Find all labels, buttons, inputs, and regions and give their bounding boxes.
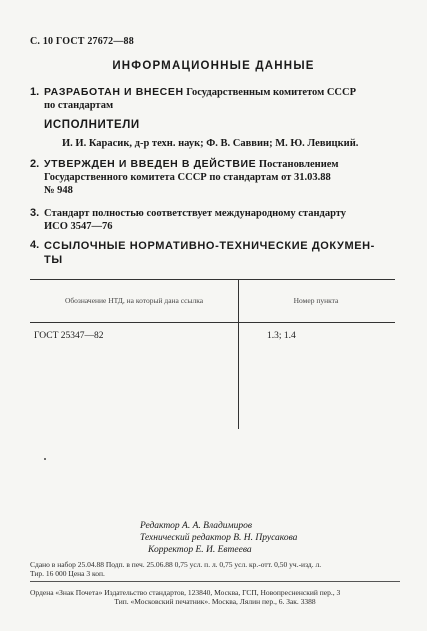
imprint-line: Тир. 16 000 Цена 3 коп.	[30, 569, 105, 578]
imprint-line: Сдано в набор 25.04.88 Подп. в печ. 25.06.88 0,75 усл. п. л. 0,75 усл. кр.-отт. 0,50 уч.-изд. л.	[30, 560, 322, 569]
publisher-line: Ордена «Знак Почета» Издательство стандартов, 123840, Москва, ГСП, Новопресненский пер., 3	[30, 588, 341, 597]
item-heading: ССЫЛОЧНЫЕ НОРМАТИВНО-ТЕХНИЧЕСКИЕ ДОКУМЕН-	[44, 240, 375, 252]
printer-line: Тип. «Московский печатник». Москва, Лялин пер., 6. Зак. 3388	[114, 597, 316, 606]
executors-heading: ИСПОЛНИТЕЛИ	[44, 119, 140, 131]
info-item-3	[30, 207, 410, 233]
item-text: Постановлением	[256, 159, 339, 170]
table-header-row	[30, 280, 395, 323]
credit-tech-editor: Технический редактор В. Н. Прусакова	[140, 533, 298, 543]
item-heading: ТЫ	[44, 254, 63, 266]
item-heading: УТВЕРЖДЕН И ВВЕДЕН В ДЕЙСТВИЕ	[44, 158, 257, 170]
item-number: 1.	[30, 86, 40, 98]
item-text: Стандарт полностью соответствует международному стандарту	[44, 208, 347, 219]
item-text: Государственным комитетом СССР	[183, 87, 357, 98]
editorial-credits	[140, 520, 400, 556]
info-item-2	[30, 158, 410, 197]
item-text: Государственного комитета СССР по стандартам от 31.03.88	[44, 172, 331, 183]
item-text: по стандартам	[44, 100, 114, 111]
table-cell-document: ГОСТ 25347—82	[30, 323, 239, 430]
credit-editor: Редактор А. А. Владимиров	[140, 521, 252, 531]
print-imprint	[30, 560, 400, 578]
page-header: С. 10 ГОСТ 27672—88	[30, 36, 134, 47]
printing-speck	[44, 458, 46, 460]
executors-list: И. И. Карасик, д-р техн. наук; Ф. В. Саввин; М. Ю. Левицкий.	[62, 138, 359, 149]
info-item-4	[30, 239, 410, 267]
item-number: 3.	[30, 207, 40, 219]
imprint-rule	[30, 581, 400, 582]
item-text: ИСО 3547—76	[44, 221, 113, 232]
item-heading: РАЗРАБОТАН И ВНЕСЕН	[44, 86, 184, 98]
item-text: № 948	[44, 185, 73, 196]
credit-corrector: Корректор Е. И. Евтеева	[148, 545, 252, 555]
table-cell-points: 1.3; 1.4	[267, 331, 296, 341]
item-number: 4.	[30, 239, 40, 251]
item-number: 2.	[30, 158, 40, 170]
reference-table	[30, 280, 395, 429]
publisher-footer	[30, 588, 400, 606]
info-item-1	[30, 86, 410, 112]
page-title: ИНФОРМАЦИОННЫЕ ДАННЫЕ	[112, 60, 315, 72]
column-header-point: Номер пункта	[239, 280, 396, 323]
table-row	[30, 323, 395, 430]
column-header-document: Обозначение НТД, на который дана ссылка	[30, 280, 239, 323]
